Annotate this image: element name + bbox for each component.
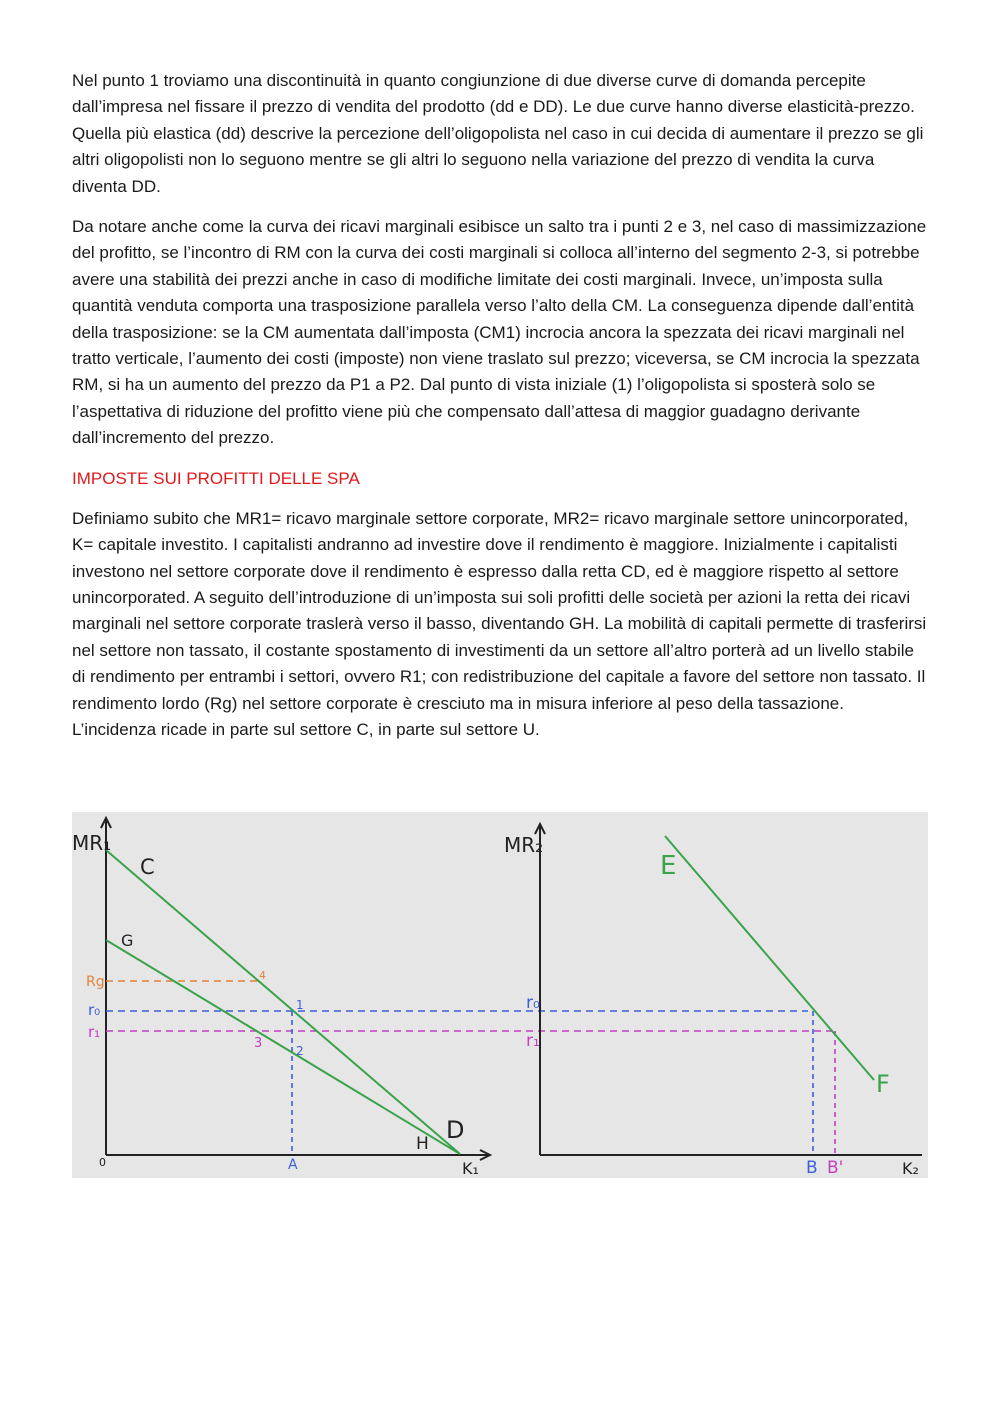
left-x-axis-label: K₁ <box>462 1159 479 1178</box>
x-marker-b: B <box>806 1158 818 1178</box>
paragraph-kinked-demand: Nel punto 1 troviamo una discontinuità in quanto congiunzione di due diverse curve di domanda percepite dall’impresa nel fissare il prezzo di vendita del prodotto (dd e DD). Le due curve hanno diverse elasticità-prezzo. Quella più elastica (dd) descrive la percezione dell’oligopolista nel caso in cui decida di aumentare il prezzo se gli altri oligopolisti non lo seguono mentre se gli altri lo seguono nella variazione del prezzo di vendita la curva diventa DD. <box>72 71 924 196</box>
left-y-axis-label: MR₁ <box>72 831 112 855</box>
rate-label-r0-right: r₀ <box>526 993 540 1013</box>
curve-label-h: H <box>416 1134 429 1154</box>
capital-mobility-figure <box>72 812 928 1178</box>
point-label-3: 3 <box>254 1036 263 1051</box>
rate-label-r1-right: r₁ <box>526 1031 540 1051</box>
right-y-axis-label: MR₂ <box>504 833 544 857</box>
paragraph-profit-tax: Definiamo subito che MR1= ricavo marginale settore corporate, MR2= ricavo marginale settore unincorporated, K= capitale investito. I capitalisti andranno ad investire dove il rendimento è maggiore. Inizialmente i capitalisti investono nel settore corporate dove il rendimento è espresso dalla retta CD, ed è maggiore rispetto al settore unincorporated. A seguito dell’introduzione di un’imposta sui soli profitti delle società per azioni la retta dei ricavi marginali nel settore corporate traslerà verso il basso, diventando GH. La mobilità di capitali permette di trasferirsi nel settore non tassato, il costante spostamento di investimenti da un settore all’altro porterà ad un livello stabile di rendimento per entrambi i settori, ovvero R1; con redistribuzione del capitale a favore del settore non tassato. Il rendimento lordo (Rg) nel settore corporate è cresciuto ma in misura inferiore al peso della tassazione. L’incidenza ricade in parte sul settore C, in parte sul settore U. <box>72 508 927 739</box>
cd-curve <box>106 850 460 1154</box>
curve-label-e: E <box>660 851 677 881</box>
curve-label-c: C <box>140 855 155 879</box>
curve-label-d: D <box>446 1116 465 1144</box>
rate-label-rg: Rg <box>86 974 105 990</box>
section-heading: IMPOSTE SUI PROFITTI DELLE SPA <box>72 468 360 488</box>
point-label-2: 2 <box>296 1044 304 1058</box>
ef-curve <box>665 836 874 1080</box>
curve-label-g: G <box>121 931 134 950</box>
origin-label: 0 <box>99 1156 106 1169</box>
rate-label-r0-left: r₀ <box>88 1001 101 1019</box>
figure-svg <box>72 812 928 1178</box>
point-label-4: 4 <box>259 969 266 982</box>
document-body <box>72 68 930 757</box>
x-marker-b-prime: B' <box>827 1158 844 1178</box>
paragraph-marginal-revenue: Da notare anche come la curva dei ricavi marginali esibisce un salto tra i punti 2 e 3, nel caso di massimizzazione del profitto, se l’incontro di RM con la curva dei costi marginali si colloca all’interno del segmento 2-3, si potrebbe avere una stabilità dei prezzi anche in caso di modifiche limitate dei costi marginali. Invece, un’imposta sulla quantità venduta comporta una trasposizione parallela verso l’alto della CM. La conseguenza dipende dall’entità della trasposizione: se la CM aumentata dall’imposta (CM1) incrocia ancora la spezzata dei ricavi marginali nel tratto verticale, l’aumento dei costi (imposte) non viene traslato sul prezzo; viceversa, se CM incrocia la spezzata RM, si ha un aumento del prezzo da P1 a P2. Dal punto di vista iniziale (1) l’oligopolista si sposterà solo se l’aspettativa di riduzione del profitto viene più che compensato dall’attesa di maggior guadagno derivante dall’incremento del prezzo. <box>72 217 927 448</box>
left-axes <box>101 818 490 1160</box>
curve-label-f: F <box>876 1070 890 1098</box>
right-axes <box>535 824 922 1155</box>
right-x-axis-label: K₂ <box>902 1159 919 1178</box>
x-marker-a: A <box>288 1157 298 1173</box>
rate-label-r1-left: r₁ <box>88 1023 101 1041</box>
point-label-1: 1 <box>296 998 304 1012</box>
gh-curve <box>106 940 460 1154</box>
